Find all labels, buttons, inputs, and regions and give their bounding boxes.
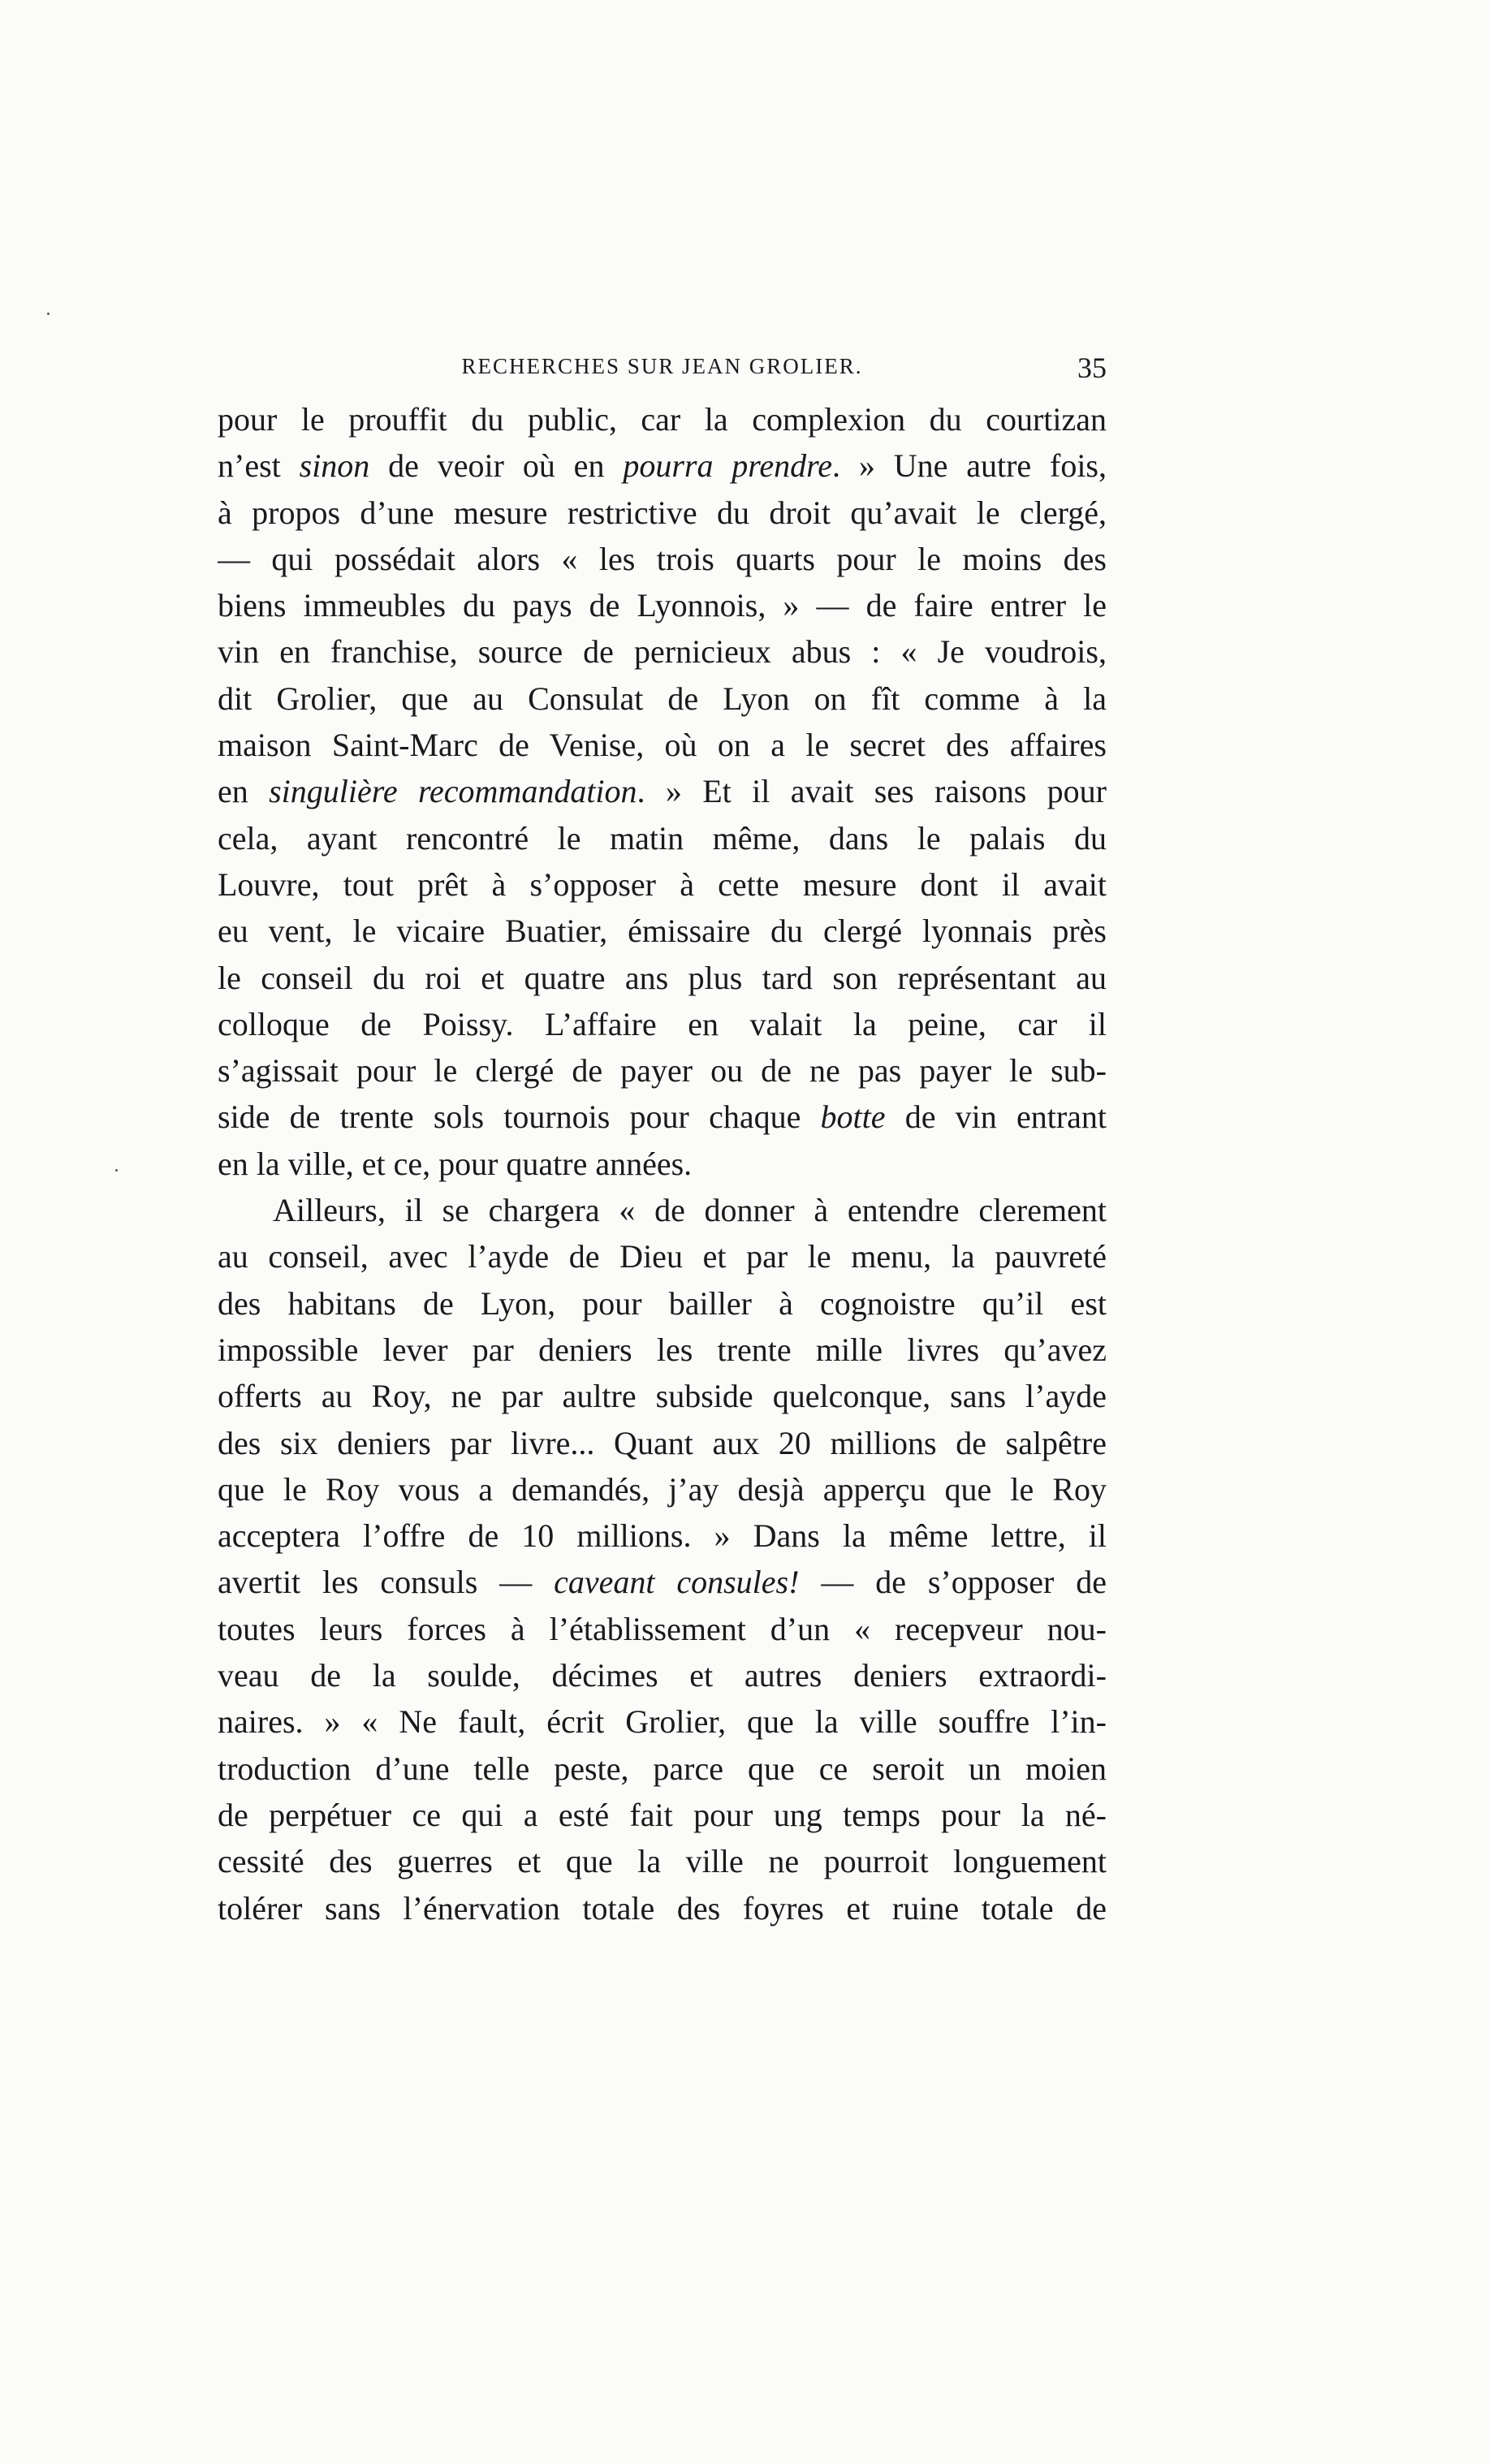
text-line: toutes leurs forces à l’établissement d’un « recepveur nou- bbox=[218, 1610, 1107, 1647]
text-line: impossible lever par deniers les trente mille livres qu’avez bbox=[218, 1331, 1107, 1368]
text-line: à propos d’une mesure restrictive du droit qu’avait le clergé, bbox=[218, 494, 1107, 531]
text-line: pour le prouffit du public, car la complexion du courtizan bbox=[218, 401, 1107, 438]
text-line: troduction d’une telle peste, parce que ce seroit un moien bbox=[218, 1750, 1107, 1787]
text-line: avertit les consuls — caveant consules! — de s’opposer de bbox=[218, 1564, 1107, 1601]
text-line: side de trente sols tournois pour chaque botte de vin entrant bbox=[218, 1098, 1107, 1136]
text-line: tolérer sans l’énervation totale des foyres et ruine totale de bbox=[218, 1889, 1107, 1927]
text-line: le conseil du roi et quatre ans plus tard son représentant au bbox=[218, 959, 1107, 996]
running-head bbox=[218, 351, 1107, 391]
text-line: de perpétuer ce qui a esté fait pour ung temps pour la né- bbox=[218, 1796, 1107, 1833]
text-line: des habitans de Lyon, pour bailler à cognoistre qu’il est bbox=[218, 1284, 1107, 1322]
text-line: veau de la soulde, décimes et autres deniers extraordi- bbox=[218, 1657, 1107, 1694]
text-line: en la ville, et ce, pour quatre années. bbox=[218, 1145, 693, 1182]
text-line: s’agissait pour le clergé de payer ou de ne pas payer le sub- bbox=[218, 1052, 1107, 1090]
text-line: en singulière recommandation. » Et il avait ses raisons pour bbox=[218, 773, 1107, 810]
text-line: n’est sinon de veoir où en pourra prendre. » Une autre fois, bbox=[218, 447, 1107, 485]
text-line: Ailleurs, il se chargera « de donner à entendre clerement bbox=[273, 1192, 1107, 1229]
text-line: cela, ayant rencontré le matin même, dans le palais du bbox=[218, 819, 1107, 857]
text-line: colloque de Poissy. L’affaire en valait la peine, car il bbox=[218, 1005, 1107, 1042]
text-line: vin en franchise, source de pernicieux abus : « Je voudrois, bbox=[218, 633, 1107, 671]
text-line: dit Grolier, que au Consulat de Lyon on fît comme à la bbox=[218, 680, 1107, 717]
print-speck bbox=[115, 1169, 118, 1172]
text-line: au conseil, avec l’ayde de Dieu et par le menu, la pauvreté bbox=[218, 1238, 1107, 1275]
body-text bbox=[218, 396, 1107, 1931]
print-speck bbox=[47, 313, 50, 315]
text-line: naires. » « Ne fault, écrit Grolier, que la ville souffre l’in- bbox=[218, 1703, 1107, 1741]
text-line: acceptera l’offre de 10 millions. » Dans la même lettre, il bbox=[218, 1517, 1107, 1555]
text-line: des six deniers par livre... Quant aux 20 millions de salpêtre bbox=[218, 1424, 1107, 1461]
text-line: maison Saint-Marc de Venise, où on a le secret des affaires bbox=[218, 727, 1107, 764]
text-line: cessité des guerres et que la ville ne pourroit longuement bbox=[218, 1843, 1107, 1880]
page-number: 35 bbox=[1077, 352, 1107, 384]
text-line: eu vent, le vicaire Buatier, émissaire du clergé lyonnais près bbox=[218, 913, 1107, 950]
text-line: offerts au Roy, ne par aultre subside quelconque, sans l’ayde bbox=[218, 1378, 1107, 1415]
text-line: — qui possédait alors « les trois quarts pour le moins des bbox=[218, 540, 1107, 577]
text-line: biens immeubles du pays de Lyonnois, » — de faire entrer le bbox=[218, 587, 1107, 624]
text-line: que le Roy vous a demandés, j’ay desjà apperçu que le Roy bbox=[218, 1470, 1107, 1508]
text-line: Louvre, tout prêt à s’opposer à cette mesure dont il avait bbox=[218, 865, 1107, 903]
running-title: RECHERCHES SUR JEAN GROLIER. bbox=[461, 354, 863, 378]
